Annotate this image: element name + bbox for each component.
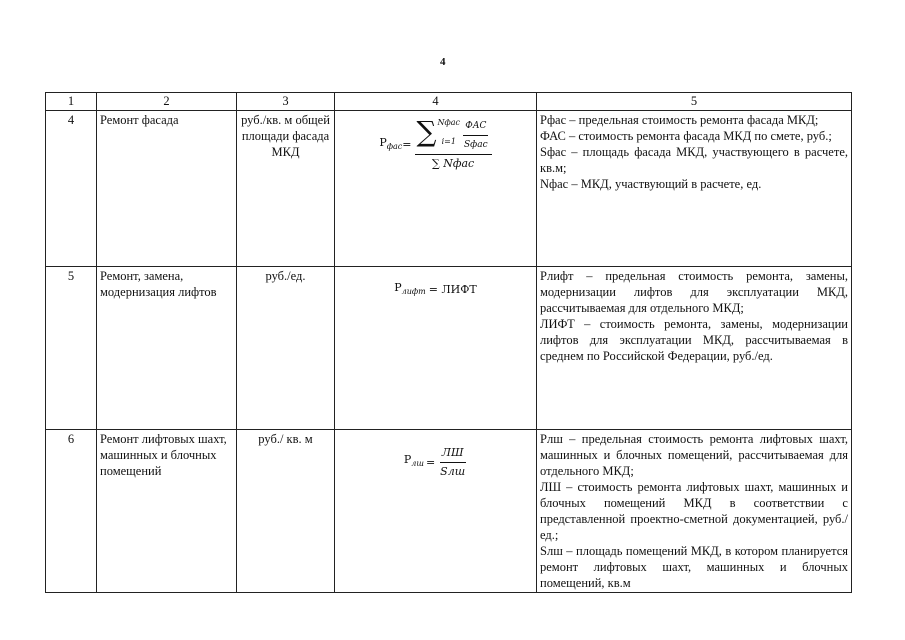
unit-cell: руб./кв. м общей площади фасада МКД [237,111,335,267]
formula-shafts [338,445,533,480]
row-number: 4 [46,111,97,267]
header-row [46,93,852,111]
cost-table [45,92,852,593]
description-line: Pлш – предельная стоимость ремонта лифтовых шахт, машинных и блочных помещений, рассчитываемая для отдельного МКД; [540,432,848,478]
row-number: 6 [46,430,97,593]
formula-lhs: $P_{лш}$ [403,453,424,469]
description-line: ФАС – стоимость ремонта фасада МКД по смете, руб.; [540,129,832,143]
description-line: Sлш – площадь помещений МКД, в котором планируется ремонт лифтовых шахт, машинных и блочных помещений, кв.м [540,544,848,590]
work-name: Ремонт, замена, модернизация лифтов [97,267,237,430]
description-line: Pлифт – предельная стоимость ремонта, замены, модернизации лифтов для эксплуатации МКД, рассчитываемая для отдельного МКД; [540,269,848,315]
header-cell-3: 3 [237,93,335,111]
sum-sign-icon: ∑ [416,115,437,148]
formula-cell [335,430,537,593]
description-cell [537,430,852,593]
sum-upper-limit: Nфас [437,118,461,127]
formula-denominator: ∑ Nфас [431,157,475,170]
formula-lift [338,280,533,300]
table-row [46,111,852,267]
formula-cell [335,267,537,430]
formula-facade [338,115,533,172]
page-number: 4 [440,56,446,68]
formula-fraction [415,115,492,172]
header-cell-1: 1 [46,93,97,111]
description-line: Pфас – предельная стоимость ремонта фасада МКД; [540,113,819,127]
formula-denominator: Sлш [440,465,466,478]
description-cell [537,111,852,267]
header-cell-4: 4 [335,93,537,111]
table-row [46,267,852,430]
sum-lower-limit: i=1 [441,137,456,146]
formula-numerator [415,115,492,155]
formula-fraction [438,445,467,480]
formula-lhs: $P_{лифт}$ [394,281,426,297]
formula-rhs: = ЛИФТ [428,283,477,297]
unit-cell: руб./ед. [237,267,335,430]
description-line: ЛИФТ – стоимость ремонта, замены, модернизации лифтов для эксплуатации МКД, рассчитываемая в среднем по Российской Федерации, руб./ед. [540,317,848,363]
header-cell-5: 5 [537,93,852,111]
description-line: Sфас – площадь фасада МКД, участвующего в расчете, кв.м; [540,145,848,175]
formula-equals: = [402,138,412,151]
inner-numerator: ФАС [463,118,488,136]
formula-cell [335,111,537,267]
work-name: Ремонт фасада [97,111,237,267]
inner-denominator: Sфас [464,140,488,150]
unit-cell: руб./ кв. м [237,430,335,593]
header-cell-2: 2 [97,93,237,111]
table-row [46,430,852,593]
description-line: Nфас – МКД, участвующий в расчете, ед. [540,177,762,191]
description-line: ЛШ – стоимость ремонта лифтовых шахт, машинных и блочных помещений МКД в соответствии с представленной проектно-сметной документацией, руб./ед.; [540,480,848,542]
formula-numerator: ЛШ [440,445,466,463]
description-cell [537,267,852,430]
row-number: 5 [46,267,97,430]
formula-lhs: $P_{фас}$ [379,135,403,152]
work-name: Ремонт лифтовых шахт, машинных и блочных помещений [97,430,237,593]
formula-equals: = [425,455,436,469]
